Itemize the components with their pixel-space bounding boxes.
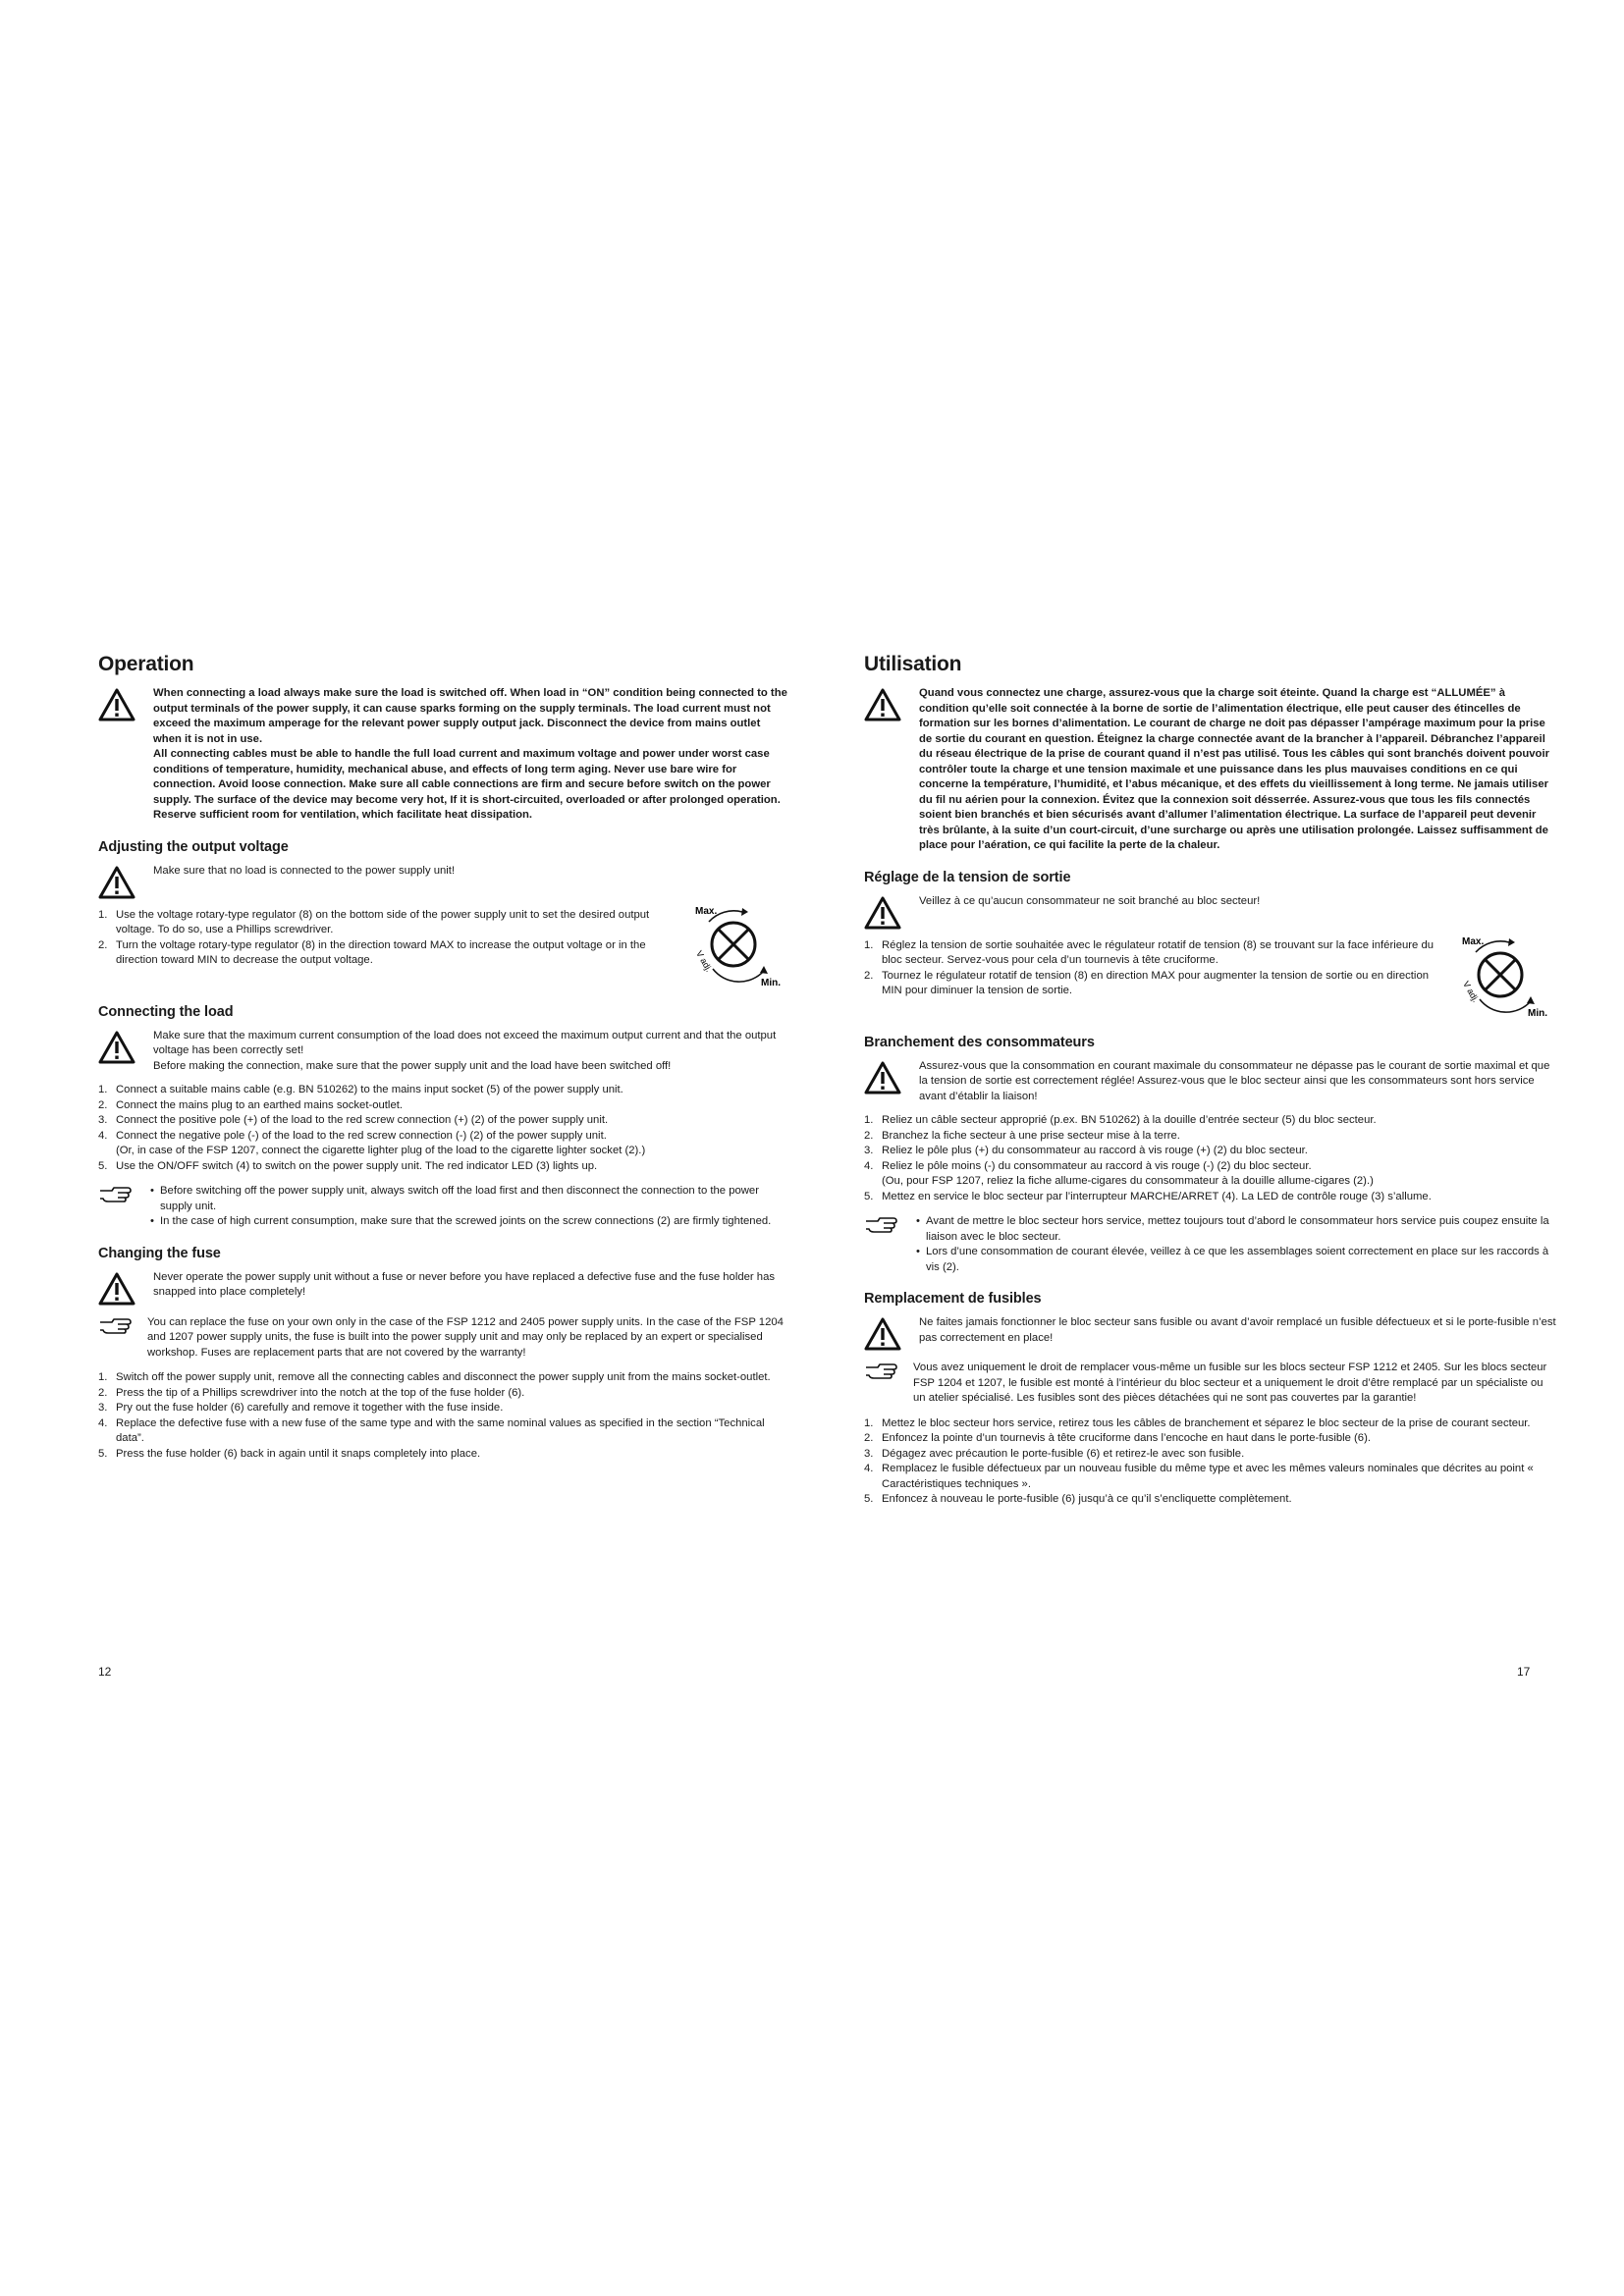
- list-item: 4. Reliez le pôle moins (-) du consommateur au raccord à vis rouge (-) (2) du bloc secteur. (Ou, pour FSP 1207, reliez la fiche allume-cigares du consommateur à la douille allume-cigares (2).): [864, 1159, 1374, 1187]
- voltage-dial-diagram: [677, 900, 790, 988]
- list-item: 2. Branchez la fiche secteur à une prise secteur mise à la terre.: [864, 1129, 1180, 1142]
- list-item: 5. Use the ON/OFF switch (4) to switch on the power supply unit. The red indicator LED (3) lights up.: [98, 1159, 598, 1172]
- warning-text: Before making the connection, make sure that the power supply unit and the load have been switched off!: [153, 1059, 672, 1072]
- warning-icon: [864, 688, 901, 721]
- warning-icon: [864, 896, 901, 930]
- dial-min-label: Min.: [761, 977, 781, 988]
- list-item: 3. Pry out the fuse holder (6) carefully and remove it together with the fuse inside.: [98, 1402, 504, 1414]
- list-item: 1. Switch off the power supply unit, remove all the connecting cables and disconnect the power supply unit from the mains socket-outlet.: [98, 1371, 771, 1383]
- fuse-warning: [864, 1315, 1557, 1351]
- list-item: 3. Dégagez avec précaution le porte-fusible (6) et retirez-le avec son fusible.: [864, 1447, 1245, 1460]
- connect-note: [98, 1184, 790, 1230]
- adjust-steps: [864, 938, 1436, 999]
- list-item: 2. Tournez le régulateur rotatif de tension (8) en direction MAX pour augmenter la tension de sortie ou en direction MIN pour diminuer la tension de sortie.: [864, 969, 1430, 996]
- warning-icon: [98, 866, 135, 899]
- list-item: 1. Reliez un câble secteur approprié (p.ex. BN 510262) à la douille d’entrée secteur (5) du bloc secteur.: [864, 1114, 1377, 1126]
- adjust-steps: [98, 908, 670, 969]
- list-item: 5. Press the fuse holder (6) back in again until it snaps completely into place.: [98, 1447, 481, 1460]
- warning-icon: [864, 1317, 901, 1351]
- note-text: Vous avez uniquement le droit de remplacer vous-même un fusible sur les blocs secteur FSP 1212 et 2405. Sur les blocs secteur FSP 1204 et 1207, le fusible est monté à l’intérieur du bloc secteur et a uniquement le droit d’être remplacé par un spécialiste ou un atelier spécialisé. Les fusibles sont des pièces détachées qui ne sont pas couvertes par la garantie!: [913, 1362, 1547, 1404]
- warning-paragraph: Quand vous connectez une charge, assurez-vous que la charge soit éteinte. Quand la charge est “ALLUMÉE” à condition qu’elle soit connectée à la borne de sortie de l’alimentation électrique, elle peut causer des étincelles de formation sur les bornes d’alimentation. Le courant de charge ne doit pas dépasser l’ampérage maximum pour la prise de sortie du courant en question. Éteignez la charge connectée avant de la brancher à l’appareil. Débranchez l’appareil du réseau électrique de la prise de courant quand il n’est pas utilisé. Tous les câbles qui sont branchés doivent pouvoir contrôler toute la charge et une tension maximale et une puissance dans les plus mauvaises conditions en ce qui concerne la température, l’humidité, et l’abus mécanique, et des effets du vieillissement à long terme. Ne jamais utiliser du fil nu aérien pour la connexion. Évitez que la connexion soit désserrée. Assurez-vous que tous les fils connectés soient bien branchés et bien sécurisés avant d’allumer l’alimentation électrique. La surface de l’appareil peut devenir très brûlante, à la suite d’un court-circuit, d’une surcharge ou après une utilisation prolongée. Laissez suffisamment de place pour l’aération, ce qui facilite la perte de la chaleur.: [919, 687, 1549, 851]
- note-bullet: • In the case of high current consumption, make sure that the screwed joints on the screw connections (2) are firmly tightened.: [150, 1215, 772, 1227]
- note-bullet: • Before switching off the power supply unit, always switch off the load first and then disconnect the connection to the power supply unit.: [150, 1185, 759, 1212]
- page-number: 17: [1517, 1665, 1531, 1679]
- english-column: [98, 653, 790, 1462]
- dial-min-label: Min.: [1528, 1007, 1547, 1019]
- fuse-warning: [98, 1270, 790, 1306]
- warning-icon: [98, 1031, 135, 1064]
- list-item: 1. Mettez le bloc secteur hors service, retirez tous les câbles de branchement et séparez le bloc secteur de la prise de courant secteur.: [864, 1416, 1531, 1429]
- list-item: 4. Replace the defective fuse with a new fuse of the same type and with the same nominal values as specified in the section “Technical data”.: [98, 1416, 765, 1444]
- connect-heading: Connecting the load: [98, 1003, 234, 1020]
- fuse-steps: [864, 1416, 1557, 1508]
- list-item: 3. Connect the positive pole (+) of the load to the red screw connection (+) (2) of the power supply unit.: [98, 1114, 609, 1126]
- connect-warning: [864, 1059, 1557, 1105]
- list-item: 3. Reliez le pôle plus (+) du consommateur au raccord à vis rouge (+) (2) du bloc secteur.: [864, 1145, 1308, 1156]
- adjust-heading: Adjusting the output voltage: [98, 838, 289, 855]
- pointing-hand-icon: [98, 1316, 132, 1334]
- main-warning: [864, 686, 1557, 854]
- warning-text: Ne faites jamais fonctionner le bloc secteur sans fusible ou avant d’avoir remplacé un fusible défectueux et si le porte-fusible n’est pas correctement en place!: [919, 1316, 1556, 1344]
- adjust-warning: [864, 894, 1557, 930]
- list-item: 1. Connect a suitable mains cable (e.g. BN 510262) to the mains input socket (5) of the power supply unit.: [98, 1084, 623, 1095]
- pointing-hand-icon: [864, 1215, 897, 1233]
- main-warning: [98, 686, 790, 824]
- warning-text: Assurez-vous que la consommation en courant maximale du consommateur ne dépasse pas le courant de sortie maximal et que la tension de sortie est correctement réglée! Assurez-vous que le bloc secteur ainsi que les consommateurs sont hors service avant d’établir la liaison!: [919, 1059, 1550, 1102]
- list-item: 2. Connect the mains plug to an earthed mains socket-outlet.: [98, 1098, 404, 1111]
- fuse-steps: [98, 1370, 790, 1462]
- warning-paragraph: All connecting cables must be able to handle the full load current and maximum voltage and power under worst case conditions of temperature, humidity, mechanical abuse, and effects of long term aging. Never use bare wire for connection. Avoid loose connection. Make sure all cable connections are firm and secure before switch on the power supply. The surface of the device may become very hot, If it is short-circuited, overloaded or after prolonged operation. Reserve sufficient room for ventilation, which facilitate heat dissipation.: [153, 748, 781, 821]
- warning-text: Make sure that the maximum current consumption of the load does not exceed the maximum output current and that the output voltage has been correctly set!: [153, 1029, 777, 1056]
- list-item: 5. Enfoncez à nouveau le porte-fusible (6) jusqu’à ce qu’il s’encliquette complètement.: [864, 1493, 1292, 1505]
- note-text: You can replace the fuse on your own only in the case of the FSP 1212 and 2405 power supply units. In the case of the FSP 1204 and 1207 power supply units, the fuse is built into the power supply unit and may only be replaced by an expert or specialised workshop. Fuses are replacement parts that are not covered by the warranty!: [147, 1315, 784, 1359]
- list-item: 2. Enfoncez la pointe d’un tournevis à tête cruciforme dans l’encoche en haut dans le porte-fusible (6).: [864, 1432, 1371, 1444]
- french-column: [864, 653, 1557, 1508]
- note-bullet: • Lors d’une consommation de courant élevée, veillez à ce que les assemblages soient correctement en place sur les raccords à vis (2).: [916, 1246, 1549, 1273]
- dial-vadj-label: V adj.: [1461, 979, 1482, 1004]
- adjust-steps-block: [864, 935, 1557, 1019]
- adjust-warning: [98, 864, 790, 899]
- warning-icon: [98, 688, 135, 721]
- pointing-hand-icon: [864, 1362, 897, 1379]
- fuse-note: [864, 1361, 1557, 1407]
- warning-icon: [864, 1061, 901, 1095]
- dial-vadj-label: V adj.: [694, 948, 715, 974]
- fuse-heading: Changing the fuse: [98, 1245, 221, 1261]
- warning-text: Never operate the power supply unit without a fuse or never before you have replaced a defective fuse and the fuse holder has snapped into place completely!: [153, 1270, 776, 1298]
- list-item: 4. Connect the negative pole (-) of the load to the red screw connection (-) (2) of the power supply unit. (Or, in case of the FSP 1207, connect the cigarette lighter plug of the load to the cigarette lighter socket (2).): [98, 1129, 646, 1156]
- warning-text: Make sure that no load is connected to the power supply unit!: [153, 864, 456, 877]
- fuse-note: [98, 1315, 790, 1362]
- list-item: 4. Remplacez le fusible défectueux par un nouveau fusible du même type et avec les mêmes valeurs nominales que décrites au point « Caractéristiques techniques ».: [864, 1463, 1534, 1490]
- note-bullet: • Avant de mettre le bloc secteur hors service, mettez toujours tout d’abord le consommateur hors service puis coupez ensuite la liaison avec le bloc secteur.: [916, 1215, 1549, 1243]
- list-item: 2. Press the tip of a Phillips screwdriver into the notch at the top of the fuse holder (6).: [98, 1386, 525, 1399]
- warning-paragraph: When connecting a load always make sure the load is switched off. When load in “ON” condition being connected to the output terminals of the power supply, it can cause sparks forming on the supply terminals. The load current must not exceed the maximum amperage for the relevant power supply output jack. Disconnect the device from mains outlet when it is not in use.: [153, 687, 787, 745]
- connect-note: [864, 1214, 1557, 1275]
- list-item: 2. Turn the voltage rotary-type regulator (8) in the direction toward MAX to increase the output voltage or in the direction toward MIN to decrease the output voltage.: [98, 938, 646, 966]
- warning-icon: [98, 1272, 135, 1306]
- adjust-heading: Réglage de la tension de sortie: [864, 869, 1071, 885]
- warning-text: Veillez à ce qu’aucun consommateur ne soit branché au bloc secteur!: [919, 894, 1261, 907]
- pointing-hand-icon: [98, 1185, 132, 1202]
- utilisation-title: Utilisation: [864, 653, 962, 675]
- voltage-dial-diagram: [1444, 931, 1557, 1019]
- list-item: 5. Mettez en service le bloc secteur par l’interrupteur MARCHE/ARRET (4). La LED de contrôle rouge (3) s’allume.: [864, 1190, 1432, 1202]
- page-number: 12: [98, 1665, 112, 1679]
- connect-warning: [98, 1029, 790, 1075]
- connect-steps: [98, 1083, 790, 1174]
- fuse-heading: Remplacement de fusibles: [864, 1291, 1042, 1307]
- list-item: 1. Use the voltage rotary-type regulator (8) on the bottom side of the power supply unit to set the desired output voltage. To do so, use a Phillips screwdriver.: [98, 908, 650, 935]
- connect-heading: Branchement des consommateurs: [864, 1034, 1095, 1050]
- dial-max-label: Max.: [1462, 935, 1485, 947]
- adjust-steps-block: [98, 905, 790, 988]
- connect-steps: [864, 1113, 1557, 1204]
- list-item: 1. Réglez la tension de sortie souhaitée avec le régulateur rotatif de tension (8) se trouvant sur la face inférieure du bloc secteur. Servez-vous pour cela d’un tournevis à tête cruciforme.: [864, 938, 1435, 966]
- dial-max-label: Max.: [695, 905, 718, 917]
- operation-title: Operation: [98, 653, 194, 675]
